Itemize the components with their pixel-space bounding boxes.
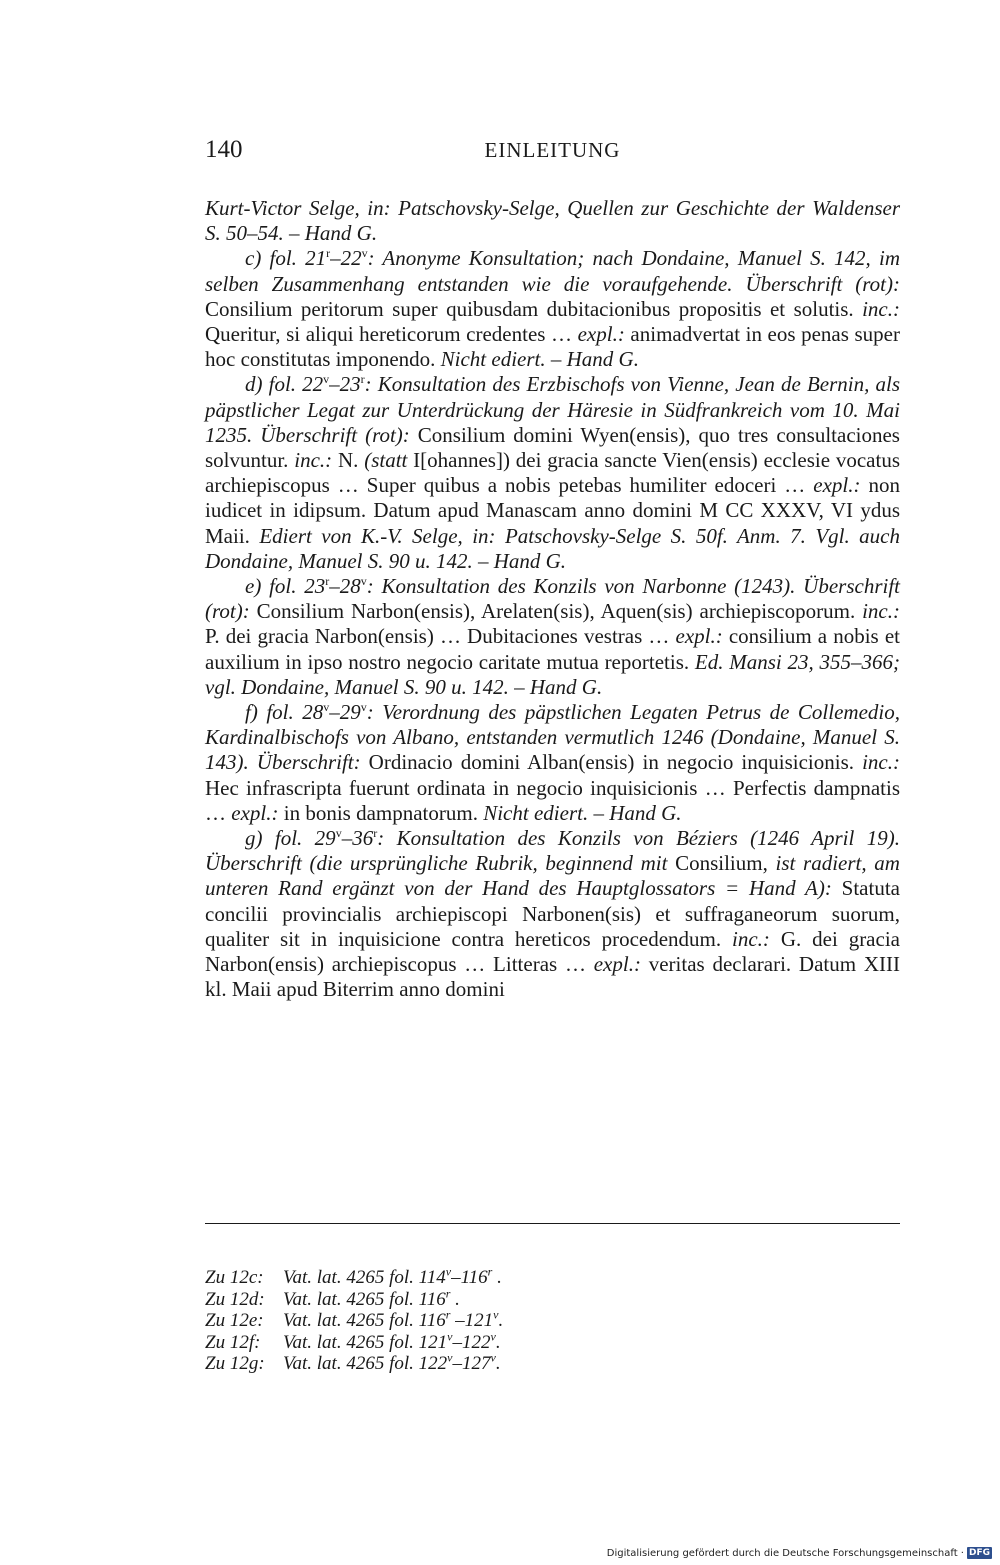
italic-text: inc.: [862,599,900,624]
italic-text: : Anonyme Konsultation; nach Dondaine, Manuel S. 142, im selben Zusammenhang entstanden wie die voraufgehende. Überschrift (rot): [205,246,900,296]
footnote-label: Zu 12c: [205,1267,264,1288]
italic-text: –28 [329,574,361,599]
italic-text: (statt [364,448,408,473]
roman-text: Consilium peritorum super quibusdam dubitacionibus propositis et solutis. [205,296,863,321]
italic-text: –36 [341,826,374,851]
folio-superscript: v [323,372,330,387]
italic-text: Ediert von K.-V. Selge, in: Patschovsky-Selge S. 50f. Anm. 7. Vgl. auch Dondaine, Manuel S. 90 u. 142. – Hand G. [205,523,900,573]
folio-superscript: v [360,574,367,589]
italic-text: expl.: [231,800,279,825]
italic-text: expl.: [577,322,625,347]
folio-superscript: v [447,1329,453,1344]
italic-text: ist radiert, am unteren Rand ergänzt von der Hand des Hauptglossators = Hand A): [205,851,900,901]
credit-text: Digitalisierung gefördert durch die Deutsche Forschungsgemeinschaft · [606,1547,964,1559]
italic-text: : Konsultation des Konzils von Béziers (1246 April 19). Überschrift (die ursprüngliche Rubrik, beginnend mit [205,826,900,876]
roman-text: –121 [450,1310,494,1331]
italic-text: : Konsultation des Erzbischofs von Vienne, Jean de Bernin, als päpstlicher Legat zur Unterdrückung der Häresie in Südfrankreich vom 10. Mai 1235. Überschrift (rot): [205,372,900,447]
roman-text: in bonis dampnatorum. [278,800,484,825]
folio-superscript: v [323,700,330,715]
folio-superscript: v [335,826,342,841]
digitization-credit [607,1547,992,1559]
folio-superscript: r [325,574,330,589]
italic-text: inc.: [294,448,333,473]
italic-text: inc.: [862,296,900,321]
footnote-text [283,1307,504,1332]
folio-superscript: r [445,1286,451,1301]
folio-superscript: v [445,1264,452,1279]
footnote-12d [205,1286,900,1311]
folio-superscript: v [490,1329,496,1344]
entry-12c [205,246,900,372]
footnote-12f [205,1329,900,1354]
roman-text: –127 [452,1353,491,1374]
roman-text: G. dei gracia Narbon(ensis) archiepiscopus … Litteras … [205,926,900,977]
footnote-label: Zu 12g: [205,1353,265,1374]
italic-text: –22 [330,246,362,271]
entry-12g [205,826,900,1002]
roman-text: . [498,1310,504,1331]
roman-text: . [450,1288,460,1310]
roman-text: Consilium Narbon(ensis), Arelaten(sis), Aquen(sis) archiepiscoporum. [249,599,863,624]
italic-text: e) fol. 23 [245,574,326,599]
footnote-12c [205,1264,900,1289]
italic-text: Nicht ediert. – Hand G. [483,800,682,825]
folio-superscript: r [360,372,365,387]
roman-text: N. [332,448,365,473]
roman-text: Consilium domini Wyen(ensis), quo tres consultaciones solvuntur. [205,422,900,473]
roman-text: consilium a nobis et auxilium in ipso nostro negocio caritate mutua reportetis. [205,624,900,674]
main-text [205,196,900,1003]
folio-superscript: v [447,1350,453,1365]
dfg-logo-icon: DFG [968,1548,990,1558]
footnotes [205,1264,900,1375]
roman-text: Ordinacio domini Alban(ensis) in negocio inquisicionis. [360,750,863,775]
footnote-12g [205,1350,900,1375]
italic-text: –29 [329,700,361,725]
folio-superscript: v [493,1307,499,1322]
roman-text: Statuta concilii provincialis archiepiscopi Narbonen(sis) et suffraganeorum suorum, qualiter sit in inquisicione contra hereticos procedendum. [205,876,900,951]
footnote-12e [205,1307,900,1332]
italic-text: : Verordnung des päpstlichen Legaten Petrus de Collemedio, Kardinalbischofs von Albano, entstanden vermutlich 1246 (Dondaine, Manuel S. 143). Überschrift: [205,700,900,775]
running-title: EINLEITUNG [484,138,621,162]
folio-superscript: v [490,1350,496,1365]
italic-text: expl.: [593,952,641,977]
folio-superscript: v [360,700,367,715]
italic-text: g) fol. 29 [245,826,336,851]
roman-text: . [492,1267,502,1288]
roman-text: Queritur, si aliqui hereticorum credentes … [205,322,578,347]
roman-text: Consilium, [667,851,776,876]
footnote-label: Zu 12d: [205,1288,265,1310]
roman-text: –116 [451,1267,488,1288]
footnote-text [283,1350,501,1375]
italic-text: inc.: [732,926,770,951]
footnote-text [283,1329,501,1354]
paragraph-continuation [205,196,900,246]
roman-text: P. dei gracia Narbon(ensis) … Dubitaciones vestras … [205,624,676,649]
footnote-label: Zu 12f: [205,1331,261,1353]
italic-text: d) fol. 22 [245,372,324,397]
roman-text: animadvertat in eos penas super hoc constitutas imponendo. [205,322,900,372]
folio-superscript: r [445,1307,451,1322]
page-header [205,136,900,172]
roman-text: Vat. lat. 4265 fol. 122 [283,1353,448,1374]
roman-text: Vat. lat. 4265 fol. 116 [283,1310,446,1331]
roman-text: Vat. lat. 4265 fol. 114 [283,1267,446,1288]
italic-text: expl.: [675,624,723,649]
italic-text: c) fol. 21 [245,246,327,271]
roman-text: Vat. lat. 4265 fol. 116 [283,1288,446,1310]
italic-text: –23 [329,372,361,397]
roman-text: veritas declarari. Datum XIII kl. Maii apud Biterrim anno domini [205,952,900,1002]
entry-12d [205,372,900,574]
italic-text: Nicht ediert. – Hand G. [440,347,639,372]
footnote-divider [205,1223,900,1224]
roman-text: Hec infrascripta fuerunt ordinata in negocio inquisicionis … Perfectis dampnatis … [205,775,900,825]
roman-text: Vat. lat. 4265 fol. 121 [283,1331,448,1353]
italic-text: f) fol. 28 [245,700,324,725]
entry-12e [205,574,900,700]
page-number: 140 [205,136,243,163]
folio-superscript: v [361,246,368,261]
italic-text: : Konsultation des Konzils von Narbonne (1243). Überschrift (rot): [205,574,900,624]
roman-text: –122 [452,1331,491,1353]
roman-text: . [495,1353,501,1374]
italic-text: Kurt-Victor Selge, in: Patschovsky-Selge, Quellen zur Geschichte der Waldenser S. 50–54. – Hand G. [205,196,900,246]
folio-superscript: r [326,246,331,261]
folio-superscript: r [373,826,378,841]
italic-text: expl.: [813,473,861,498]
italic-text: Ed. Mansi 23, 355–366; vgl. Dondaine, Manuel S. 90 u. 142. – Hand G. [205,649,900,699]
footnote-text [283,1264,502,1289]
roman-text: . [495,1331,501,1353]
folio-superscript: r [487,1264,493,1279]
roman-text: non iudicet in idipsum. Datum apud Manascam anno domini M CC XXXV, VI ydus Maii. [205,473,900,548]
roman-text: I[ohannes]) dei gracia sancte Vien(ensis) ecclesie vocatus archiepiscopus … Super quibus a nobis petebas humiliter edoceri … [205,448,901,498]
footnote-label: Zu 12e: [205,1310,264,1331]
entry-12f [205,700,900,826]
footnote-text [283,1286,460,1311]
italic-text: inc.: [862,750,900,775]
